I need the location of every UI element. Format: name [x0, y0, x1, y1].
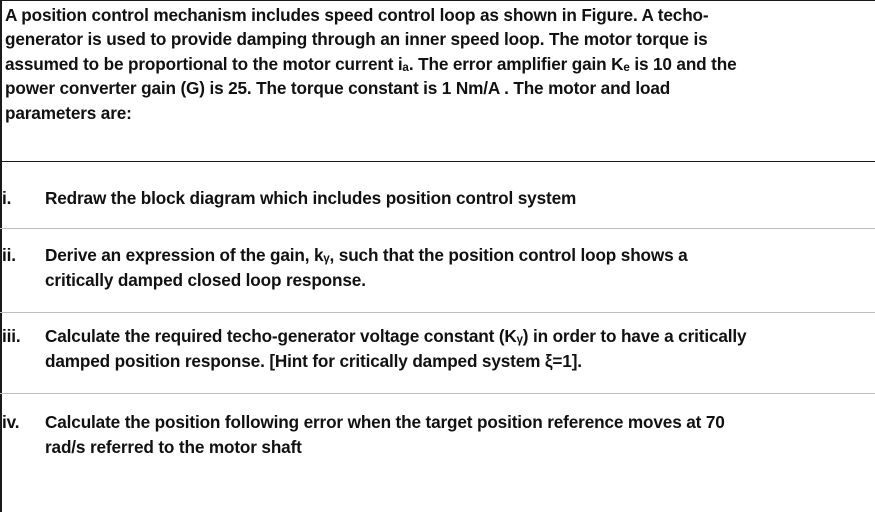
- question-item-iii: [2, 324, 872, 374]
- question-marker: iv.: [2, 412, 20, 432]
- question-line: Redraw the block diagram which includes position control system: [45, 188, 577, 208]
- question-marker: iii.: [2, 326, 21, 346]
- question-line: damped position response. [Hint for critically damped system ξ=1].: [45, 351, 582, 371]
- statement-line-3: assumed to be proportional to the motor current iₐ. The error amplifier gain Kₑ is 10 and the: [5, 53, 737, 74]
- statement-line-1: A position control mechanism includes speed control loop as shown in Figure. A techo-: [5, 5, 709, 25]
- question-marker: ii.: [2, 245, 16, 265]
- question-line: Derive an expression of the gain, kᵧ, such that the position control loop shows a: [45, 245, 688, 265]
- statement-line-4: power converter gain (G) is 25. The torque constant is 1 Nm/A . The motor and load: [5, 78, 671, 99]
- item-divider: [0, 228, 875, 229]
- statement-divider: [0, 161, 875, 162]
- question-marker: i.: [2, 188, 12, 208]
- question-item-i: [2, 186, 872, 211]
- question-item-iv: [2, 410, 872, 460]
- question-line: critically damped closed loop response.: [45, 270, 366, 290]
- question-item-ii: [2, 243, 872, 293]
- question-line: rad/s referred to the motor shaft: [45, 437, 302, 457]
- question-line: Calculate the required techo-generator voltage constant (Kᵧ) in order to have a critically: [45, 326, 747, 346]
- item-divider: [0, 393, 875, 394]
- statement-line-2: generator is used to provide damping through an inner speed loop. The motor torque is: [5, 29, 708, 50]
- statement-line-5: parameters are:: [5, 102, 132, 123]
- item-divider: [0, 312, 875, 313]
- question-line: Calculate the position following error when the target position reference moves at 70: [45, 412, 725, 432]
- problem-statement: [5, 3, 867, 125]
